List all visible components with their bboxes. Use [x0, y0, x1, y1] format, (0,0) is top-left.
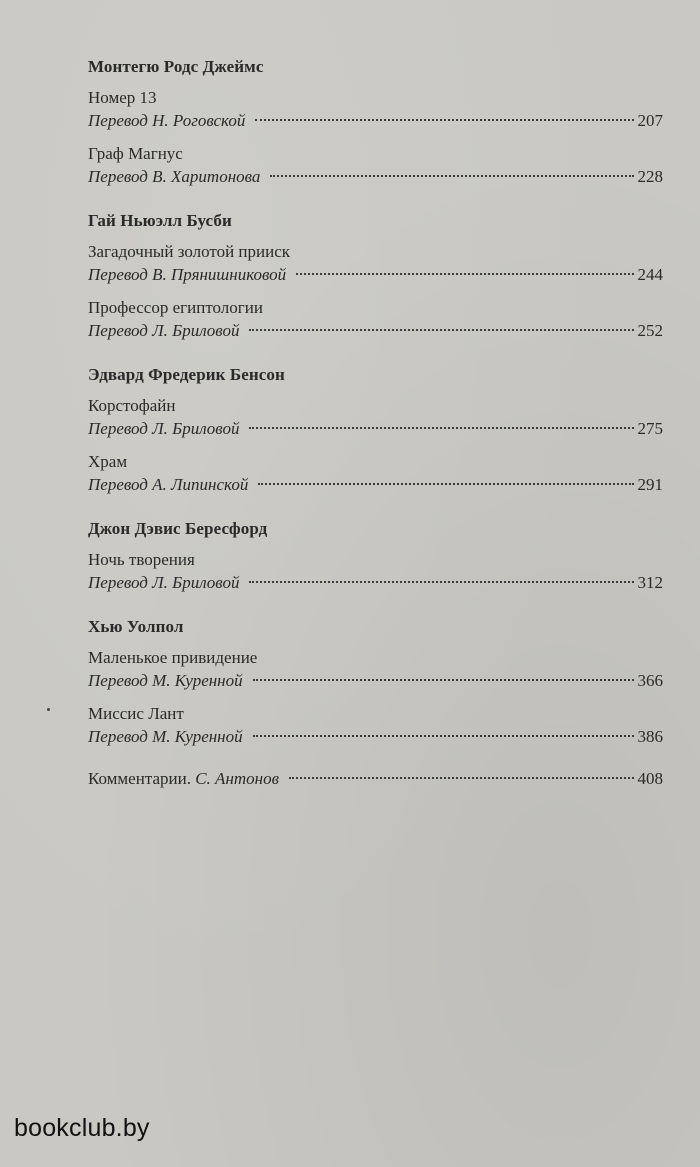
translator-credit: Перевод Л. Бриловой [88, 419, 240, 438]
page-number: 366 [637, 671, 663, 690]
translator-line [88, 473, 663, 497]
author-section [88, 209, 663, 343]
page-number: 228 [637, 167, 663, 186]
toc-entry [88, 297, 663, 343]
translator-line [88, 263, 663, 287]
page-number: 244 [637, 265, 663, 284]
translator-line [88, 109, 663, 133]
translator-credit: Перевод В. Прянишниковой [88, 265, 287, 284]
page-number: 312 [637, 573, 663, 592]
translator-line [88, 165, 663, 189]
author-name: Джон Дэвис Бересфорд [88, 519, 268, 538]
page-number: 386 [637, 727, 663, 746]
dot-leader [249, 329, 633, 331]
author-name: Монтегю Родс Джеймс [88, 57, 264, 76]
author-name: Хью Уолпол [88, 617, 184, 636]
dot-leader [258, 483, 633, 485]
page-number: 252 [637, 321, 663, 340]
story-title: Храм [88, 452, 128, 471]
comments-line [88, 767, 663, 791]
dot-leader [270, 175, 633, 177]
toc-entry [88, 241, 663, 287]
toc-entry [88, 451, 663, 497]
page-number: 408 [637, 769, 663, 788]
toc-entry [88, 395, 663, 441]
story-title: Граф Магнус [88, 144, 183, 163]
toc-entry [88, 87, 663, 133]
author-name: Эдвард Фредерик Бенсон [88, 365, 285, 384]
story-title: Профессор египтологии [88, 298, 263, 317]
translator-credit: Перевод Л. Бриловой [88, 573, 240, 592]
author-section [88, 615, 663, 749]
translator-line [88, 571, 663, 595]
dot-leader [253, 679, 634, 681]
page-number: 275 [637, 419, 663, 438]
page-number: 207 [637, 111, 663, 130]
translator-credit: Перевод М. Куренной [88, 727, 243, 746]
translator-line [88, 669, 663, 693]
table-of-contents [88, 55, 663, 791]
toc-entry [88, 143, 663, 189]
comments-label: Комментарии. [88, 769, 191, 788]
dot-leader [296, 273, 633, 275]
comments-entry [88, 767, 663, 791]
dot-leader [255, 119, 633, 121]
toc-entry [88, 703, 663, 749]
translator-credit: Перевод Н. Роговской [88, 111, 246, 130]
comments-title [88, 767, 279, 791]
comments-author: С. Антонов [195, 769, 279, 788]
dot-leader [289, 777, 634, 779]
story-title: Маленькое привидение [88, 648, 258, 667]
translator-line [88, 417, 663, 441]
translator-credit: Перевод М. Куренной [88, 671, 243, 690]
watermark-text: bookclub.by [14, 1114, 150, 1142]
margin-dot [47, 708, 50, 711]
dot-leader [249, 427, 633, 429]
story-title: Ночь творения [88, 550, 195, 569]
toc-entry [88, 549, 663, 595]
story-title: Корстофайн [88, 396, 176, 415]
translator-credit: Перевод В. Харитонова [88, 167, 261, 186]
translator-line [88, 725, 663, 749]
page-number: 291 [637, 475, 663, 494]
author-section [88, 55, 663, 189]
translator-line [88, 319, 663, 343]
story-title: Номер 13 [88, 88, 157, 107]
translator-credit: Перевод А. Липинской [88, 475, 249, 494]
author-section [88, 363, 663, 497]
story-title: Загадочный золотой прииск [88, 242, 291, 261]
author-name: Гай Ньюэлл Бусби [88, 211, 232, 230]
author-section [88, 517, 663, 595]
dot-leader [249, 581, 633, 583]
dot-leader [253, 735, 634, 737]
story-title: Миссис Лант [88, 704, 184, 723]
translator-credit: Перевод Л. Бриловой [88, 321, 240, 340]
toc-entry [88, 647, 663, 693]
